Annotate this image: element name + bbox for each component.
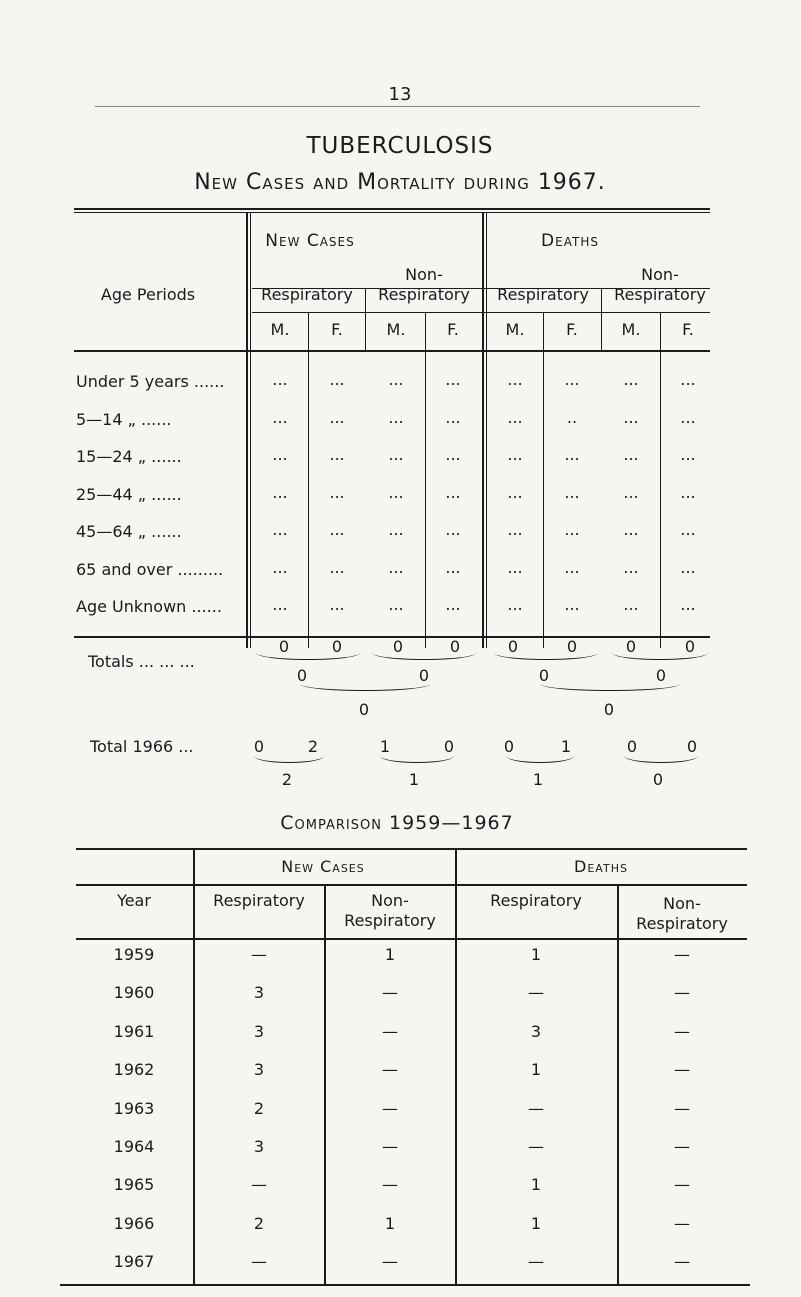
- totals-group-brace: [540, 684, 680, 691]
- age-row-cell: ...: [272, 520, 288, 539]
- age-row-cell: ...: [623, 408, 639, 427]
- cmp-value-cell: 1: [384, 1213, 396, 1233]
- age-row-cell: ...: [680, 558, 696, 577]
- cmp-value-cell: —: [382, 1137, 398, 1156]
- cmp-value-cell: —: [382, 1060, 398, 1080]
- total-1966-value: 0: [686, 737, 698, 756]
- age-row-cell: ...: [388, 558, 404, 577]
- sex-label: F.: [447, 320, 459, 339]
- total-1966-value: 0: [253, 737, 265, 756]
- cmp-value-cell: —: [251, 1252, 267, 1272]
- total-1966-sum: 2: [281, 770, 293, 789]
- cmp-value-cell: 3: [253, 1021, 265, 1041]
- age-row-label: 65 and over .........: [76, 560, 224, 579]
- total-1966-value: 0: [626, 737, 638, 756]
- cmp-year-cell: 1960: [113, 983, 155, 1003]
- total-1966-sum: 1: [532, 770, 544, 789]
- age-row-cell: ...: [388, 445, 404, 464]
- cmp-value-cell: —: [528, 983, 544, 1003]
- age-row-cell: ...: [507, 595, 523, 614]
- cmp-value-cell: 3: [253, 983, 265, 1003]
- sex-label: M.: [505, 320, 525, 339]
- age-row-cell: ...: [329, 408, 345, 427]
- totals-group-brace: [300, 684, 430, 691]
- cmp-value-cell: —: [674, 1021, 690, 1041]
- total-1966-value: 1: [560, 737, 572, 756]
- cmp-year-cell: 1964: [113, 1137, 155, 1156]
- cmp-value-cell: —: [674, 1060, 690, 1080]
- totals-value: 0: [625, 637, 637, 656]
- totals-value: 0: [507, 637, 519, 656]
- age-row-cell: ...: [445, 595, 461, 614]
- age-row-cell: ...: [272, 408, 288, 427]
- age-row-cell: ..: [566, 408, 578, 427]
- age-row-cell: ...: [623, 370, 639, 389]
- age-row-cell: ...: [445, 558, 461, 577]
- age-row-cell: ...: [388, 483, 404, 502]
- age-row-cell: ...: [623, 445, 639, 464]
- cmp-value-cell: —: [528, 1252, 544, 1272]
- cmp-value-cell: —: [382, 1021, 398, 1041]
- cmp-year-cell: 1962: [113, 1060, 155, 1080]
- cmp-year-cell: 1961: [113, 1021, 155, 1041]
- cmp-d-non-header-line1: Non-: [663, 894, 701, 913]
- cmp-year-cell: 1959: [113, 945, 155, 964]
- age-row-cell: ...: [445, 520, 461, 539]
- cmp-nc-respiratory-header: Respiratory: [213, 891, 305, 910]
- totals-label: Totals ... ... ...: [88, 652, 195, 671]
- page-number: 13: [388, 84, 412, 105]
- cmp-year-cell: 1967: [113, 1252, 155, 1272]
- age-row-cell: ...: [680, 445, 696, 464]
- totals-pair-sum: 0: [296, 666, 308, 685]
- age-row-cell: ...: [329, 558, 345, 577]
- age-row-cell: ...: [507, 558, 523, 577]
- age-row-cell: ...: [623, 483, 639, 502]
- cmp-value-cell: —: [528, 1098, 544, 1118]
- page-subtitle: New Cases and Mortality during 1967.: [194, 170, 606, 195]
- cmp-year-cell: 1965: [113, 1175, 155, 1195]
- totals-value: 0: [392, 637, 404, 656]
- cmp-value-cell: 1: [384, 945, 396, 964]
- cmp-value-cell: —: [382, 1098, 398, 1118]
- age-row-cell: ...: [272, 558, 288, 577]
- cmp-value-cell: 3: [530, 1021, 542, 1041]
- total-1966-value: 0: [443, 737, 455, 756]
- age-periods-header: Age Periods: [100, 285, 196, 304]
- age-row-cell: ...: [445, 370, 461, 389]
- age-row-cell: ...: [507, 408, 523, 427]
- age-row-cell: ...: [680, 483, 696, 502]
- age-row-cell: ...: [564, 595, 580, 614]
- totals-value: 0: [684, 637, 696, 656]
- totals-pair-sum: 0: [655, 666, 667, 685]
- d-respiratory-header: Respiratory: [497, 285, 589, 304]
- page-number-rule: [95, 106, 700, 107]
- age-row-cell: ...: [564, 520, 580, 539]
- cmp-value-cell: —: [251, 1175, 267, 1195]
- sex-label: F.: [331, 320, 343, 339]
- age-row-cell: ...: [388, 408, 404, 427]
- cmp-value-cell: —: [674, 1175, 690, 1195]
- cmp-value-cell: —: [382, 1175, 398, 1195]
- cmp-value-cell: —: [674, 1252, 690, 1272]
- age-row-label: 5—14 „ ......: [76, 410, 172, 429]
- total-1966-label: Total 1966 ...: [90, 737, 194, 756]
- sex-label: F.: [566, 320, 578, 339]
- cmp-value-cell: —: [674, 945, 690, 964]
- age-row-cell: ...: [272, 595, 288, 614]
- total-1966-value: 1: [379, 737, 391, 756]
- age-row-cell: ...: [272, 370, 288, 389]
- total-1966-sum: 0: [652, 770, 664, 789]
- age-row-label: 25—44 „ ......: [76, 485, 182, 504]
- comparison-title: Comparison 1959—1967: [280, 812, 514, 834]
- nc-respiratory-header: Respiratory: [261, 285, 353, 304]
- totals-brace: [256, 653, 360, 660]
- cmp-value-cell: 3: [253, 1060, 265, 1080]
- cmp-value-cell: —: [528, 1137, 544, 1156]
- age-row-cell: ...: [329, 520, 345, 539]
- cmp-value-cell: 2: [253, 1213, 265, 1233]
- total-1966-sum: 1: [408, 770, 420, 789]
- age-row-cell: ...: [445, 408, 461, 427]
- age-row-cell: ...: [623, 520, 639, 539]
- d-non-header-line1: Non-: [641, 265, 679, 284]
- totals-pair-sum: 0: [418, 666, 430, 685]
- age-row-cell: ...: [388, 595, 404, 614]
- cmp-value-cell: —: [382, 983, 398, 1003]
- totals-group-sum: 0: [603, 700, 615, 719]
- age-row-cell: ...: [623, 558, 639, 577]
- age-row-cell: ...: [564, 445, 580, 464]
- totals-brace: [494, 653, 598, 660]
- cmp-value-cell: 1: [530, 1175, 542, 1195]
- age-row-label: Age Unknown ......: [76, 597, 222, 616]
- total-1966-value: 0: [503, 737, 515, 756]
- total-1966-brace: [380, 756, 454, 763]
- cmp-value-cell: 3: [253, 1137, 265, 1156]
- cmp-value-cell: 1: [530, 1213, 542, 1233]
- age-row-cell: ...: [329, 595, 345, 614]
- nc-non-header-line2: Respiratory: [378, 285, 470, 304]
- total-1966-value: 2: [307, 737, 319, 756]
- age-row-cell: ...: [680, 370, 696, 389]
- total-1966-brace: [506, 756, 574, 763]
- cmp-value-cell: —: [674, 1137, 690, 1156]
- age-row-cell: ...: [272, 483, 288, 502]
- total-1966-brace: [254, 756, 324, 763]
- cmp-value-cell: —: [674, 1213, 690, 1233]
- totals-value: 0: [278, 637, 290, 656]
- new-cases-header: New Cases: [265, 231, 355, 251]
- age-row-label: 15—24 „ ......: [76, 447, 182, 466]
- age-row-cell: ...: [564, 370, 580, 389]
- age-row-cell: ...: [680, 408, 696, 427]
- age-row-label: Under 5 years ......: [76, 372, 225, 391]
- page-title: TUBERCULOSIS: [306, 133, 494, 159]
- age-row-cell: ...: [388, 370, 404, 389]
- age-row-cell: ...: [329, 445, 345, 464]
- age-row-cell: ...: [272, 445, 288, 464]
- age-row-cell: ...: [388, 520, 404, 539]
- total-1966-brace: [624, 756, 698, 763]
- cmp-value-cell: 2: [253, 1098, 265, 1118]
- cmp-year-header: Year: [117, 891, 151, 910]
- totals-value: 0: [449, 637, 461, 656]
- age-row-cell: ...: [680, 520, 696, 539]
- sex-label: M.: [270, 320, 290, 339]
- cmp-value-cell: —: [674, 1098, 690, 1118]
- age-row-label: 45—64 „ ......: [76, 522, 182, 541]
- cmp-deaths-header: Deaths: [574, 857, 628, 876]
- cmp-value-cell: 1: [530, 1060, 542, 1080]
- nc-non-header-line1: Non-: [405, 265, 443, 284]
- cmp-value-cell: —: [382, 1252, 398, 1272]
- totals-value: 0: [566, 637, 578, 656]
- cmp-nc-non-header-line1: Non-: [371, 891, 409, 910]
- cmp-value-cell: —: [251, 945, 267, 964]
- cmp-value-cell: —: [674, 983, 690, 1003]
- age-row-cell: ...: [507, 483, 523, 502]
- age-row-cell: ...: [445, 483, 461, 502]
- cmp-d-respiratory-header: Respiratory: [490, 891, 582, 910]
- age-row-cell: ...: [507, 370, 523, 389]
- totals-brace: [612, 653, 708, 660]
- totals-brace: [372, 653, 476, 660]
- totals-pair-sum: 0: [538, 666, 550, 685]
- totals-value: 0: [331, 637, 343, 656]
- cmp-year-cell: 1966: [113, 1213, 155, 1233]
- cmp-year-cell: 1963: [113, 1098, 155, 1118]
- cmp-new-cases-header: New Cases: [281, 857, 365, 876]
- sex-label: M.: [621, 320, 641, 339]
- age-row-cell: ...: [329, 483, 345, 502]
- sex-label: M.: [386, 320, 406, 339]
- age-row-cell: ...: [329, 370, 345, 389]
- sex-label: F.: [682, 320, 694, 339]
- age-row-cell: ...: [564, 483, 580, 502]
- age-row-cell: ...: [564, 558, 580, 577]
- cmp-value-cell: 1: [530, 945, 542, 964]
- age-row-cell: ...: [680, 595, 696, 614]
- deaths-header: Deaths: [541, 231, 599, 251]
- age-row-cell: ...: [623, 595, 639, 614]
- age-row-cell: ...: [445, 445, 461, 464]
- age-row-cell: ...: [507, 520, 523, 539]
- d-non-header-line2: Respiratory: [614, 285, 706, 304]
- cmp-d-non-header-line2: Respiratory: [636, 914, 728, 933]
- age-row-cell: ...: [507, 445, 523, 464]
- cmp-nc-non-header-line2: Respiratory: [344, 911, 436, 930]
- totals-group-sum: 0: [358, 700, 370, 719]
